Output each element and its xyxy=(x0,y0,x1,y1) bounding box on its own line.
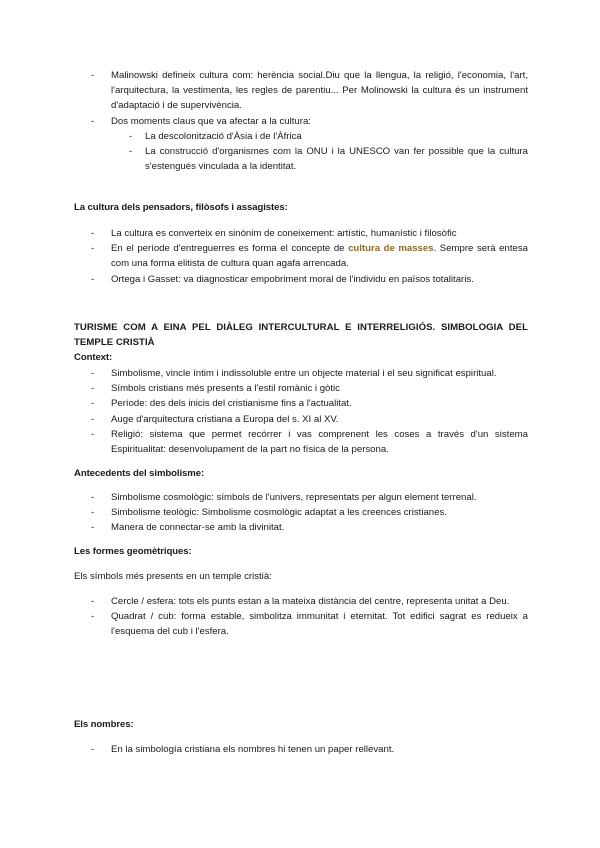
nombres-list xyxy=(74,742,528,757)
sub-list-item xyxy=(74,144,528,174)
bullet-dash: - xyxy=(91,428,95,440)
list-item-text: Dos moments claus que va afectar a la cultura: xyxy=(111,115,311,127)
list-item-text: Simbolisme teològic: Simbolisme cosmològic adaptat a les creences cristianes. xyxy=(111,507,447,519)
list-item xyxy=(74,241,528,271)
bullet-dash: - xyxy=(91,492,95,503)
intro-list xyxy=(74,68,528,174)
list-item-text: Malinowski defineix cultura com: herència social.Diu que la llengua, la religió, l'economia, l'art, l'arquitectura, la vestimenta, les regles de parentiu... Per Molinowski la cultura és un instrument d'adaptació i de supervivència. xyxy=(111,70,528,112)
list-item xyxy=(74,114,528,129)
bullet-dash: - xyxy=(91,596,95,607)
bullet-dash: - xyxy=(91,507,95,519)
list-item xyxy=(74,412,528,427)
section-heading-pensadors: La cultura dels pensadors, filòsofs i assagistes: xyxy=(74,202,288,213)
list-item-text: Símbols cristians més presents a l'estil romànic i gòtic xyxy=(111,383,340,395)
bullet-dash: - xyxy=(91,744,95,755)
bullet-dash: - xyxy=(91,70,95,81)
list-item xyxy=(74,272,528,287)
pensadors-list xyxy=(74,226,528,287)
bullet-dash: - xyxy=(91,413,95,425)
section-title-turisme: TURISME COM A EINA PEL DIÀLEG INTERCULTURAL E INTERRELIGIÓS. SIMBOLOGIA DEL TEMPLE CRISTIÀ xyxy=(74,322,528,349)
bullet-dash: - xyxy=(91,273,95,285)
bullet-dash: - xyxy=(91,368,95,379)
bullet-dash: - xyxy=(129,130,133,142)
list-item-text: La cultura es converteix en sinònim de coneixement: artístic, humanístic i filosòfic xyxy=(111,228,457,239)
formes-list xyxy=(74,594,528,640)
bullet-dash: - xyxy=(129,146,133,158)
list-item-text: Cercle / esfera: tots els punts estan a la mateixa distància del centre, representa unitat a Deu. xyxy=(111,596,510,607)
list-item-text: Religió: sistema que permet recórrer i vas comprenent les coses a través d'un sistema Espiritualitat: desenvolupament de la part no física de la persona. xyxy=(111,428,528,456)
list-item xyxy=(74,742,528,757)
section-heading-nombres: Els nombres: xyxy=(74,719,134,730)
list-item-text: En el període d'entreguerres es forma el concepte de xyxy=(111,243,349,255)
section-heading-antecedents: Antecedents del simbolisme: xyxy=(74,468,205,479)
list-item-text: Simbolisme cosmològic: símbols de l'univers, representats per algun element terrenal. xyxy=(111,492,477,503)
list-item xyxy=(74,490,528,505)
list-item xyxy=(74,520,528,535)
section-heading-formes: Les formes geomètriques: xyxy=(74,546,192,557)
list-item-text: Simbolisme, vincle íntim i indissoluble entre un objecte material i el seu significat espiritual. xyxy=(111,368,497,379)
list-item-text: Ortega i Gasset: va diagnosticar empobriment moral de l'individu en països totalitaris. xyxy=(111,273,474,285)
list-item-text: Manera de connectar-se amb la divinitat. xyxy=(111,522,285,534)
list-item xyxy=(74,226,528,241)
list-item xyxy=(74,381,528,396)
bullet-dash: - xyxy=(91,611,95,623)
list-item xyxy=(74,366,528,381)
highlighted-term: cultura de masses xyxy=(348,243,434,255)
formes-intro: Els símbols més presents en un temple cristià: xyxy=(74,571,272,582)
list-item-text: La descolonització d'Àsia i de l'Àfrica xyxy=(145,130,302,142)
list-item xyxy=(74,68,528,114)
list-item-text: Quadrat / cub: forma estable, simbolitza immunitat i eternitat. Tot edifici sagrat es redueix a l'esquema del cub i l'esfera. xyxy=(111,611,528,638)
bullet-dash: - xyxy=(91,522,95,534)
bullet-dash: - xyxy=(91,115,95,127)
list-item-text: En la simbología cristiana els nombres hi tenen un paper rellevant. xyxy=(111,744,395,755)
list-item-text: . Sempre serà entesa com una forma elitista de cultura quan agafa arrencada. xyxy=(111,243,528,270)
section-heading-context: Context: xyxy=(74,352,113,363)
list-item xyxy=(74,427,528,457)
list-item xyxy=(74,505,528,520)
bullet-dash: - xyxy=(91,398,95,410)
list-item-text: La construcció d'organismes com la ONU i la UNESCO van fer possible que la cultura s'estengués vinculada a la identitat. xyxy=(145,146,528,173)
bullet-dash: - xyxy=(91,243,95,255)
context-list xyxy=(74,366,528,457)
sub-list-item xyxy=(74,129,528,144)
list-item-text: Període: des dels inicis del cristianisme fins a l'actualitat. xyxy=(111,398,352,410)
antecedents-list xyxy=(74,490,528,536)
bullet-dash: - xyxy=(91,383,95,395)
bullet-dash: - xyxy=(91,228,95,239)
list-item xyxy=(74,594,528,609)
list-item xyxy=(74,396,528,411)
list-item-text: Auge d'arquitectura cristiana a Europa del s. XI al XV. xyxy=(111,413,339,425)
list-item xyxy=(74,609,528,639)
